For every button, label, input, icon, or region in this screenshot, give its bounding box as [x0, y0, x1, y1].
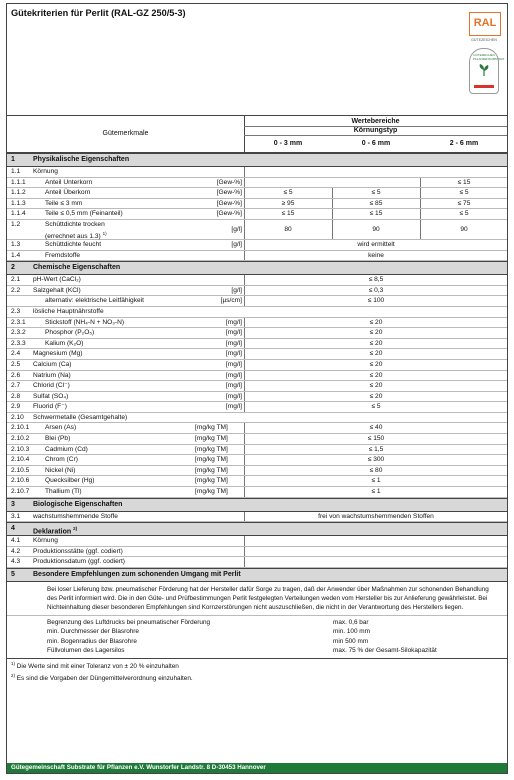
- table-row: 2.10.2 Blei (Pb) [mg/kg TM] ≤ 150: [7, 434, 507, 445]
- plant-icon: [477, 63, 491, 77]
- table-row: 2.10.7 Thallium (Tl) [mg/kg TM] ≤ 1: [7, 487, 507, 498]
- bottom-address-bar: Gütegemeinschaft Substrate für Pflanzen e.V. Wunstorfer Landstr. 8 D-30453 Hannover: [7, 763, 507, 773]
- list-item: Begrenzung des Luftdrucks bei pneumatischer Förderung max. 0,6 bar: [47, 618, 369, 626]
- table-row: 2.9 Fluorid (F⁻) [mg/l] ≤ 5: [7, 402, 507, 413]
- table-row: 2.3.1 Stickstoff (NH₄-N + NO₃-N) [mg/l] ≤ 20: [7, 318, 507, 329]
- table-row: 1.1.4 Teile ≤ 0,5 mm (Feinanteil) [Gew-%] ≤ 15 ≤ 15 ≤ 5: [7, 209, 507, 220]
- table-row: 2.4 Magnesium (Mg) [mg/l] ≤ 20: [7, 349, 507, 360]
- table-header: [7, 116, 507, 153]
- header: [7, 4, 507, 116]
- table-row: 1.1.2 Anteil Überkorn [Gew-%] ≤ 5 ≤ 5 ≤ 5: [7, 188, 507, 199]
- table-row: 1.1.3 Teile ≤ 3 mm [Gew-%] ≥ 95 ≤ 85 ≤ 75: [7, 199, 507, 210]
- section-4: 4 Deklaration $^{2)}$: [7, 522, 507, 536]
- table-row: 1.3 Schüttdichte feucht [g/l] wird ermittelt: [7, 240, 507, 251]
- table-row: 2.3.3 Kalium (K₂O) [mg/l] ≤ 20: [7, 339, 507, 350]
- table-row: 2.2 Salzgehalt (KCl) [g/l] ≤ 0,3: [7, 286, 507, 297]
- table-row: 2.10.6 Quecksilber (Hg) [mg/kg TM] ≤ 1: [7, 476, 507, 487]
- table-row: 2.10.5 Nickel (Ni) [mg/kg TM] ≤ 80: [7, 466, 507, 477]
- footnote-1: $^{1)}$ Die Werte sind mit einer Toleranz von ± 20 % einzuhalten: [11, 660, 179, 670]
- table-row: 1.1 Körnung: [7, 167, 507, 178]
- table-row: 2.10 Schwermetalle (Gesamtgehalte): [7, 413, 507, 424]
- table-row: 1.1.1 Anteil Unterkorn [Gew-%] ≤ 15: [7, 178, 507, 189]
- section-5: 5 Besondere Empfehlungen zum schonenden Umgang mit Perlit: [7, 568, 507, 582]
- column-title-guetemerkmale: Gütemerkmale: [102, 130, 149, 137]
- column-2-6mm: 2 - 6 mm: [449, 140, 479, 147]
- table-row: 1.2 Schüttdichte trocken (errechnet aus 1.3) $^{1)}$ [g/l] 80 90 90: [7, 220, 507, 240]
- column-title-koernungstyp: Körnungstyp: [353, 127, 398, 134]
- list-item: min. Bogenradius der Blasrohre min 500 mm: [47, 637, 369, 645]
- table-row: 4.3 Produktionsdatum (ggf. codiert): [7, 557, 507, 568]
- table-row: alternativ: elektrische Leitfähigkeit [µs/cm] ≤ 100: [7, 296, 507, 307]
- table-row: 2.3.2 Phosphor (P₂O₅) [mg/l] ≤ 20: [7, 328, 507, 339]
- page-title: Gütekriterien für Perlit (RAL-GZ 250/5-3): [11, 8, 186, 18]
- table-row: 2.6 Natrium (Na) [mg/l] ≤ 20: [7, 371, 507, 382]
- seal-text: GÜTEZEICHEN PFLANZENSUBSTRAT: [473, 53, 505, 61]
- footnote-2: $^{2)}$ Es sind die Vorgaben der Düngemittelverordnung einzuhalten.: [11, 672, 193, 682]
- section-2: 2 Chemische Eigenschaften: [7, 261, 507, 275]
- column-title-wertebereiche: Wertebereiche: [351, 118, 400, 125]
- table-row: 2.10.3 Cadmium (Cd) [mg/kg TM] ≤ 1,5: [7, 445, 507, 456]
- seal-red-bar: [474, 85, 494, 88]
- ral-logo-subtitle: GÜTEZEICHEN: [471, 38, 497, 42]
- column-0-3mm: 0 - 3 mm: [273, 140, 303, 147]
- table-row: 2.1 pH-Wert (CaCl₂) ≤ 8,5: [7, 275, 507, 286]
- recommendation-list: [7, 616, 507, 658]
- document-page: [6, 3, 508, 774]
- table-row: 4.1 Körnung: [7, 536, 507, 547]
- quality-seal-icon: [469, 48, 505, 94]
- table-row: 2.8 Sulfat (SO₄) [mg/l] ≤ 20: [7, 392, 507, 403]
- section-3: 3 Biologische Eigenschaften: [7, 498, 507, 512]
- recommendation-text: Bei loser Lieferung bzw. pneumatischer Förderung hat der Hersteller dafür Sorge zu tragen, daß der Anwender über Maßnahmen zur schonenden Behandlung des Perlit informiert wird. Die in den Güte- und Prüfbestimmungen Perlit festgelegten Verteilungen weden vom Hersteller bis zur Anlieferung gewährleistet. Bei Nichteinhaltung dieser besonderen Empfehlungen sind Kornzerstörungen nicht auszuschließen, die nicht in der Verantwortung des Herstellers liegen.: [7, 582, 507, 616]
- table-row: 2.7 Chlorid (Cl⁻) [mg/l] ≤ 20: [7, 381, 507, 392]
- table-row: 1.4 Fremdstoffe keine: [7, 251, 507, 262]
- table-row: 2.10.4 Chrom (Cr) [mg/kg TM] ≤ 300: [7, 455, 507, 466]
- section-1: 1 Physikalische Eigenschaften: [7, 153, 507, 167]
- table-row: 2.10.1 Arsen (As) [mg/kg TM] ≤ 40: [7, 423, 507, 434]
- ral-logo: RAL: [469, 12, 501, 36]
- column-0-6mm: 0 - 6 mm: [361, 140, 391, 147]
- list-item: Füllvolumen des Lagersilos max. 75 % der Gesamt-Silokapazität: [47, 647, 437, 655]
- table-row: 4.2 Produktionsstätte (ggf. codiert): [7, 547, 507, 558]
- table-row: 2.5 Calcium (Ca) [mg/l] ≤ 20: [7, 360, 507, 371]
- table-row: 3.1 wachstumshemmende Stoffe frei von wachstumshemmenden Stoffen: [7, 512, 507, 523]
- footnotes: [7, 658, 507, 683]
- table-row: 2.3 lösliche Hauptnährstoffe: [7, 307, 507, 318]
- list-item: min. Durchmesser der Blasrohre min. 100 mm: [47, 628, 370, 636]
